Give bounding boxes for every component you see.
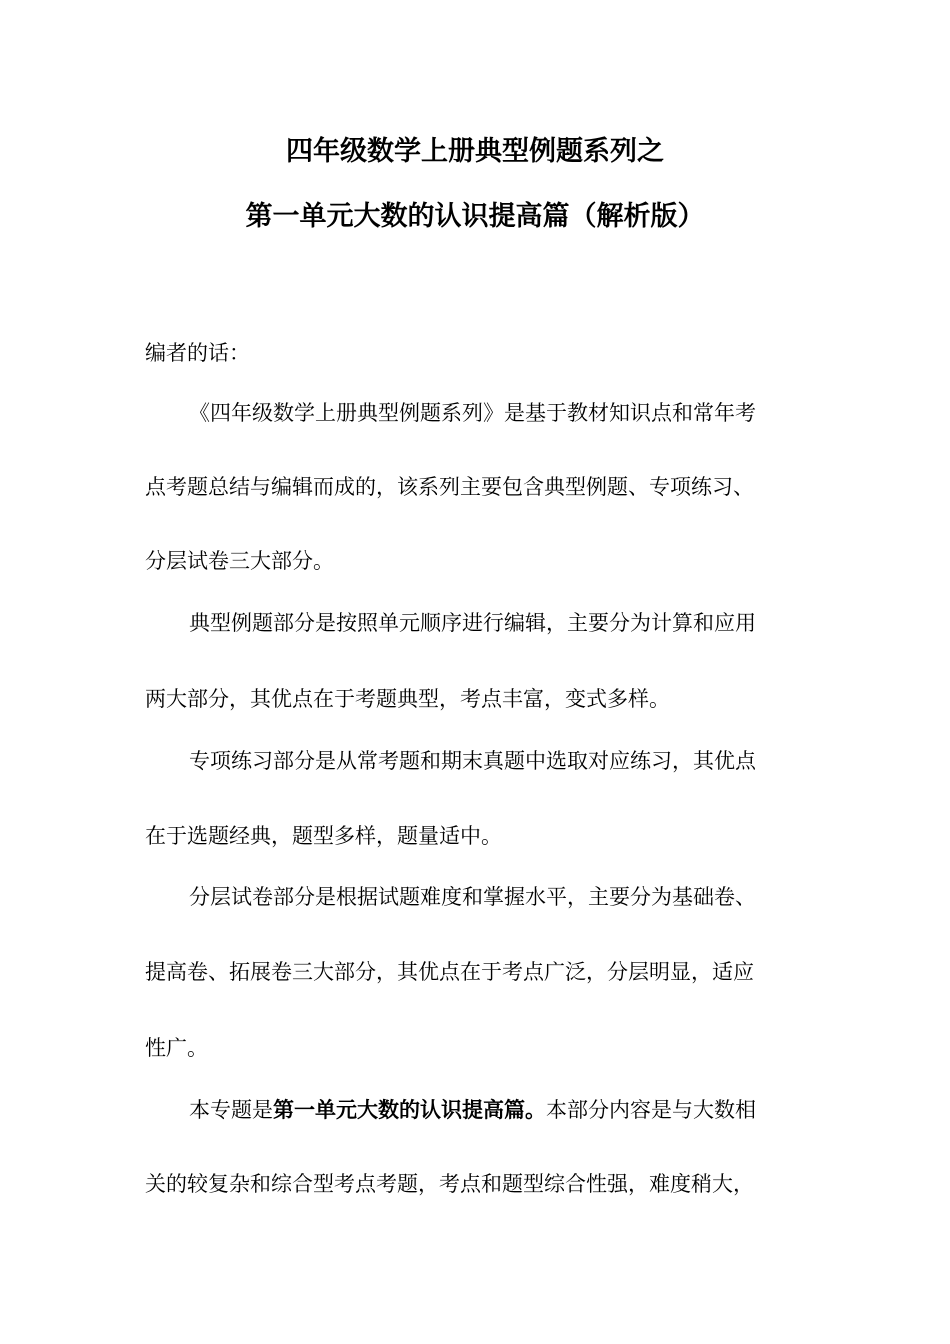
paragraph-3-line-1: 专项练习部分是从常考题和期末真题中选取对应练习，其优点 bbox=[189, 749, 756, 773]
paragraph-1-line-3: 分层试卷三大部分。 bbox=[145, 549, 334, 573]
document-title-line-1: 四年级数学上册典型例题系列之 bbox=[286, 136, 664, 167]
paragraph-4-line-1: 分层试卷部分是根据试题难度和掌握水平，主要分为基础卷、 bbox=[189, 885, 756, 909]
paragraph-5-prefix: 本专题是 bbox=[189, 1098, 273, 1122]
paragraph-5-suffix: 本部分内容是与大数相 bbox=[546, 1098, 756, 1122]
paragraph-5-bold-topic: 第一单元大数的认识提高篇。 bbox=[273, 1098, 546, 1122]
paragraph-1-line-1: 《四年级数学上册典型例题系列》是基于教材知识点和常年考 bbox=[189, 401, 756, 425]
paragraph-1-line-2: 点考题总结与编辑而成的，该系列主要包含典型例题、专项练习、 bbox=[145, 475, 754, 499]
paragraph-4-line-2: 提高卷、拓展卷三大部分，其优点在于考点广泛，分层明显，适应 bbox=[145, 960, 754, 984]
paragraph-2-line-2: 两大部分，其优点在于考题典型，考点丰富，变式多样。 bbox=[145, 687, 670, 711]
document-title-line-2: 第一单元大数的认识提高篇（解析版） bbox=[245, 201, 705, 232]
paragraph-2-line-1: 典型例题部分是按照单元顺序进行编辑，主要分为计算和应用 bbox=[189, 611, 756, 635]
paragraph-3-line-2: 在于选题经典，题型多样，题量适中。 bbox=[145, 824, 502, 848]
paragraph-4-line-3: 性广。 bbox=[145, 1036, 208, 1060]
paragraph-5-line-1 bbox=[189, 1096, 849, 1124]
editor-note-label: 编者的话： bbox=[145, 341, 250, 365]
paragraph-5-line-2: 关的较复杂和综合型考点考题，考点和题型综合性强，难度稍大， bbox=[145, 1172, 754, 1196]
